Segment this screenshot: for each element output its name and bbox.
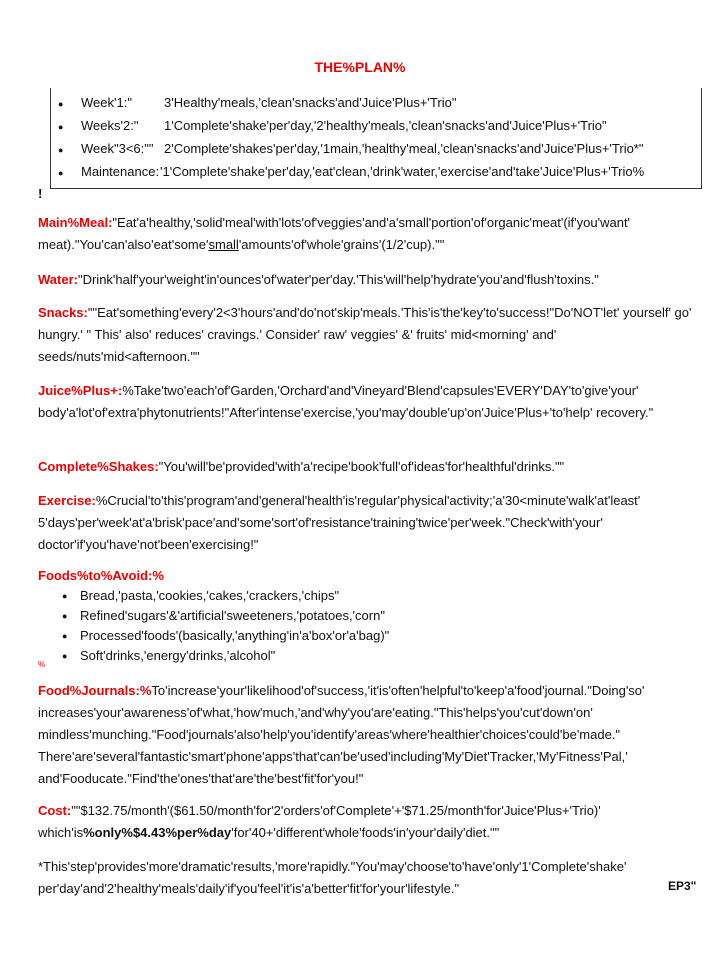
plan-row-text: 2'Complete'shakes'per'day,'1main,'healthy'meal,'clean'snacks'and'Juice'Plus+'Trio*" [164,141,644,156]
plan-row-text: 1'Complete'shake'per'day,'2'healthy'meals,'clean'snacks'and'Juice'Plus+'Trio" [164,118,607,133]
section-text: ""Eat'something'every'2<3'hours'and'do'not'skip'meals.'This'is'the'key'to'success!"Do'NOT'let' yourself' go' hungry.' " This' also' reduces' cravings.' Consider' raw' veggies' &' fruits' mid<morning' and' seeds/nuts'mid<afternoon."" [38,305,692,364]
section-text: "You'will'be'provided'with'a'recipe'book'full'of'ideas'for'healthful'drinks."" [158,459,565,474]
section-text: %Take'two'each'of'Garden,'Orchard'and'Vineyard'Blend'capsules'EVERY'DAY'to'give'your' body'a'lot'of'extra'phytonutrients!"After'intense'exercise,'you'may'double'up'on'Juice'Plus+'to'help' recovery." [38,383,654,420]
section-label: Foods%to%Avoid:% [38,568,164,583]
section-text: "Drink'half'your'weight'in'ounces'of'water'per'day.'This'will'help'hydrate'you'and'flush'toxins." [77,272,599,287]
plan-weeks-box [50,88,702,189]
section-text: ""$132.75/month'($61.50/month'for'2'orders'of'Complete'+'$71.25/month'for'Juice'Plus+'Trio)' which'is [38,803,601,840]
section-label: Food%Journals:% [38,683,152,698]
section-label: Main%Meal: [38,215,113,230]
section-label: Water: [38,272,78,287]
list-item-text: Refined'sugars'&'artificial'sweeteners,'potatoes,'corn" [80,608,385,623]
page-title: THE%PLAN% [314,59,406,75]
food-journals-paragraph [38,680,702,790]
juice-plus-paragraph [38,380,702,424]
stray-mark: % [38,660,46,669]
bullet-icon [58,115,78,138]
plan-row-text: 3'Healthy'meals,'clean'snacks'and'Juice'Plus+'Trio" [164,95,457,110]
section-label: Snacks: [38,305,88,320]
section-text: 'amounts'of'whole'grains'(1/2'cup)."" [238,237,445,252]
bullet-icon [58,161,78,184]
list-item-text: Bread,'pasta,'cookies,'cakes,'crackers,'chips" [80,588,340,603]
section-text-bold: %only%$4.43%per%day [83,825,232,840]
bullet-icon [58,92,78,115]
section-text: To'increase'your'likelihood'of'success,'it'is'often'helpful'to'keep'a'food'journal."Doing'so' increases'your'awareness'of'what,'how'much,'and'why'you'are'eating."This'helps'you'cut'down'on' mindless'munching."Food'journals'also'help'you'identify'areas'where'healthier'choices'could'be'made." There'are'several'fantastic'smart'phone'apps'that'can'be'used'including'My'Diet'Tracker,'My'Fitness'Pal,' and'Fooducate."Find'the'ones'that'are'the'best'fit'for'you!" [38,683,645,786]
snacks-paragraph [38,302,702,368]
bullet-icon [58,138,78,161]
section-text: 'for'40+'different'whole'foods'in'your'daily'diet."" [231,825,500,840]
cost-paragraph [38,800,702,844]
bullet-icon: ● [62,611,68,621]
section-label: Exercise: [38,493,96,508]
plan-row-label: Weeks'2:" [81,118,139,133]
bullet-icon: ● [62,591,68,601]
foods-to-avoid-heading [38,565,702,587]
plan-row-label: Week"3<6:"" [81,141,154,156]
list-item-text: Processed'foods'(basically,'anything'in'a'box'or'a'bag)" [80,628,390,643]
plan-row-label: Maintenance: [81,164,160,179]
section-text-underlined: small [208,237,239,252]
section-label: Juice%Plus+: [38,383,123,398]
bullet-icon: ● [62,631,68,641]
section-text: "Eat'a'healthy,'solid'meal'with'lots'of'veggies'and'a'small'portion'of'organic'meat'(if'you'want' meat)."You'can'also'eat'some' [38,215,631,252]
section-text: %Crucial'to'this'program'and'general'health'is'regular'physical'activity;'a'30<minute'walk'at'least' 5'days'per'week'at'a'brisk'pace'and'some'sort'of'resistance'training'twice'per'week."Check'with'your' doctor'if'you'have'not'been'exercising!" [38,493,641,552]
plan-row-text: '1'Complete'shake'per'day,'eat'clean,'drink'water,'exercise'and'take'Juice'Plus+'Trio% [160,164,645,179]
section-label: Cost: [38,803,72,818]
page-footer: EP3" [668,879,697,893]
bullet-icon: ● [62,651,68,661]
water-paragraph [38,269,702,291]
stray-mark: ! [38,186,43,201]
main-meal-paragraph [38,212,702,256]
list-item-text: Soft'drinks,'energy'drinks,'alcohol" [80,648,276,663]
footnote-paragraph: *This'step'provides'more'dramatic'results,'more'rapidly."You'may'choose'to'have'only'1'Complete'shake' per'day'and'2'healthy'meals'daily'if'you'feel'it'is'a'better'fit'for'your'lifestyle." [38,859,627,896]
plan-row-label: Week'1:" [81,95,132,110]
complete-shakes-paragraph [38,456,702,478]
exercise-paragraph [38,490,702,556]
section-label: Complete%Shakes: [38,459,159,474]
